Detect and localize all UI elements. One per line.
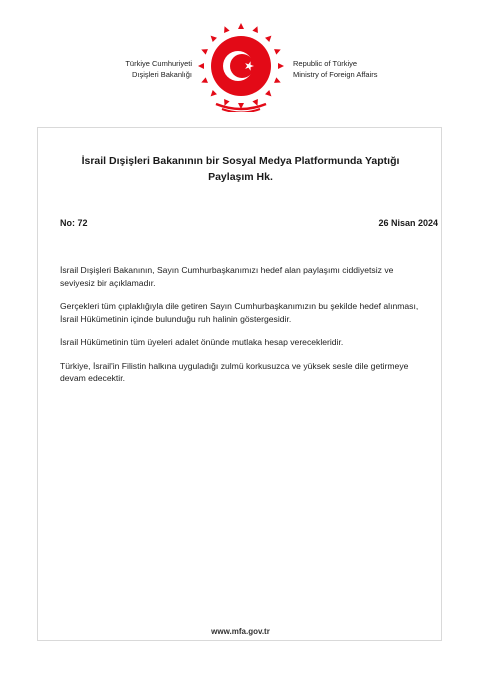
paragraph: İsrail Dışişleri Bakanının, Sayın Cumhurbaşkanımızı hedef alan paylaşımı ciddiyetsiz ve seviyesiz bir açıklamadır.	[60, 265, 394, 288]
org-en-line1: Republic of Türkiye	[293, 59, 358, 68]
paragraph: İsrail Hükümetinin tüm üyeleri adalet önünde mutlaka hesap verecekleridir.	[60, 337, 344, 347]
org-en-line2: Ministry of Foreign Affairs	[293, 70, 378, 79]
paragraph: Türkiye, İsrail'in Filistin halkına uyguladığı zulmü korkusuzca ve yüksek sesle dile getirmeye devam edecektir.	[60, 360, 409, 383]
statement-date: 26 Nisan 2024	[378, 218, 438, 228]
document-title	[60, 153, 421, 185]
letterhead	[0, 0, 481, 100]
statement-body	[60, 264, 430, 396]
ministry-emblem-icon	[198, 22, 284, 112]
org-tr-line1: Türkiye Cumhuriyeti	[125, 59, 192, 68]
title-line1: İsrail Dışişleri Bakanının bir Sosyal Medya Platformunda Yaptığı	[81, 155, 400, 167]
org-tr-line2: Dışişleri Bakanlığı	[131, 70, 192, 79]
organization-name-turkish	[92, 58, 192, 80]
title-line2: Paylaşım Hk.	[208, 171, 273, 183]
statement-number: No: 72	[60, 218, 88, 228]
paragraph: Gerçekleri tüm çıplaklığıyla dile getiren Sayın Cumhurbaşkanımızın bu şekilde hedef alınması, İsrail Hükümetinin içinde bulunduğu ruh halinin göstergesidir.	[60, 301, 419, 324]
organization-name-english	[293, 58, 423, 80]
website-link[interactable]: www.mfa.gov.tr	[211, 627, 270, 636]
